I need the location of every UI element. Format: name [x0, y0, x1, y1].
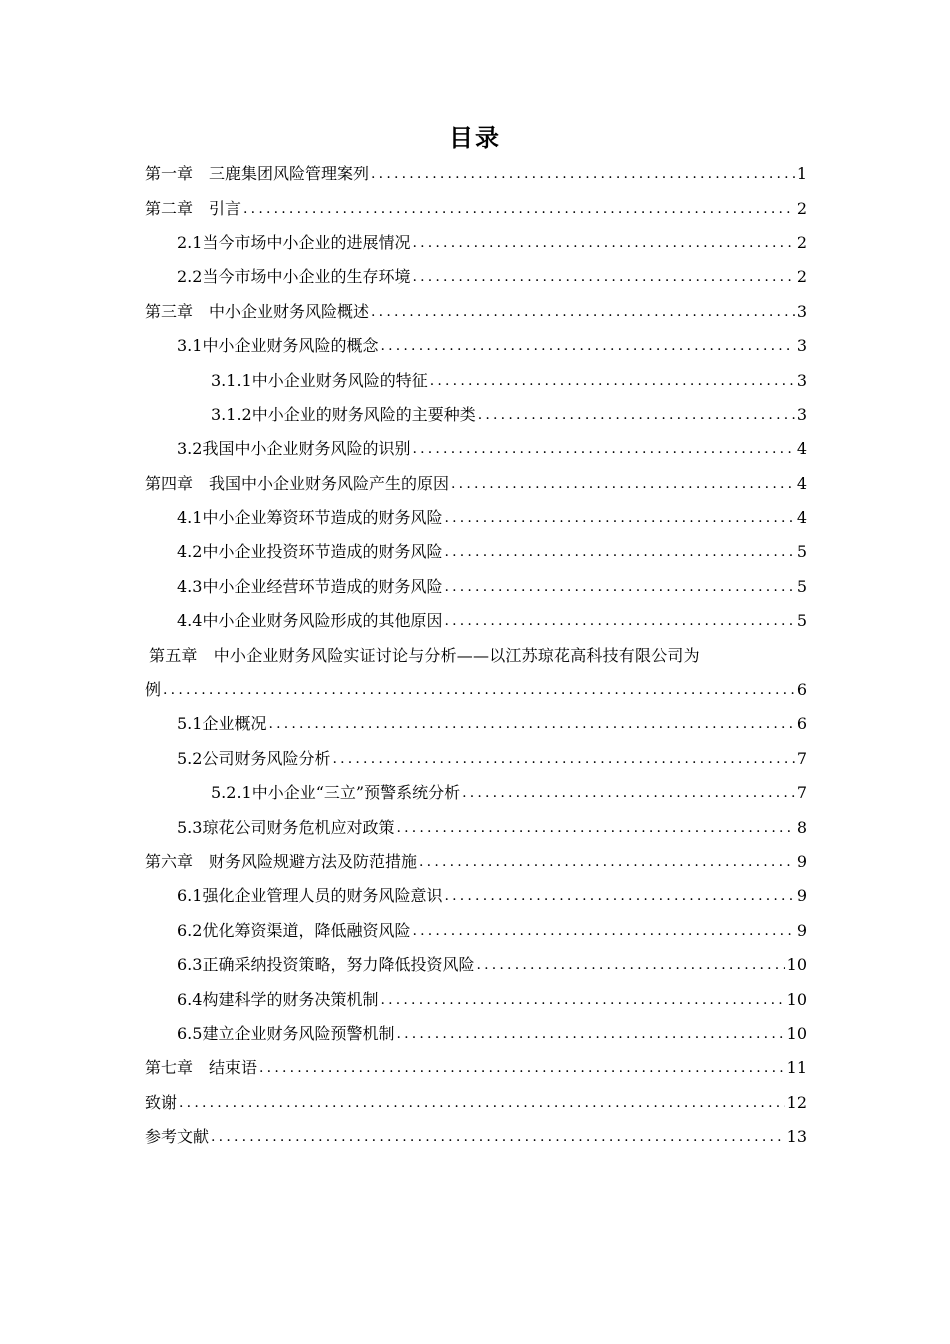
toc-entry[interactable]	[145, 707, 807, 741]
page-title: 目录	[449, 124, 501, 152]
toc-leader-dots	[211, 1127, 785, 1147]
toc-entry-label: 4.3中小企业经营环节造成的财务风险	[177, 576, 443, 596]
toc-entry-label: 4.1中小企业筹资环节造成的财务风险	[177, 508, 443, 528]
toc-page-number: 6	[796, 680, 807, 700]
toc-leader-dots	[412, 267, 794, 287]
toc-entry[interactable]	[145, 742, 807, 776]
toc-leader-dots	[380, 990, 784, 1010]
toc-entry-label: 第一章 三鹿集团风险管理案列	[145, 164, 370, 184]
toc-leader-dots	[412, 233, 794, 253]
toc-entry-label: 参考文献	[145, 1127, 210, 1147]
toc-entry-label: 第六章 财务风险规避方法及防范措施	[145, 852, 418, 871]
toc-entry-label: 6.3正确采纳投资策略，努力降低投资风险	[177, 955, 475, 975]
toc-entry-label: 3.2我国中小企业财务风险的识别	[177, 439, 411, 459]
toc-page-number: 5	[796, 576, 807, 596]
toc-entry[interactable]	[145, 638, 807, 672]
toc-page-number: 5	[796, 611, 807, 631]
toc-entry-label: 6.2优化筹资渠道，降低融资风险	[177, 920, 411, 940]
toc-leader-dots	[444, 508, 794, 528]
toc-page-number: 3	[796, 404, 807, 424]
toc-leader-dots	[444, 577, 794, 597]
toc-entry-label: 5.2.1中小企业“三立”预警系统分析	[211, 783, 461, 803]
toc-leader-dots	[259, 1058, 785, 1078]
toc-page-number: 6	[796, 714, 807, 734]
toc-leader-dots	[444, 611, 794, 631]
toc-entry[interactable]	[145, 845, 807, 879]
toc-page-number: 9	[796, 886, 807, 906]
toc-page-number: 1	[796, 164, 807, 184]
toc-leader-dots	[268, 714, 794, 734]
toc-leader-dots	[371, 164, 795, 184]
toc-entry[interactable]	[145, 363, 807, 397]
toc-entry[interactable]	[145, 157, 807, 191]
toc-entry-label: 6.4构建科学的财务决策机制	[177, 989, 379, 1009]
toc-entry[interactable]	[145, 879, 807, 913]
toc-leader-dots	[396, 1024, 784, 1044]
toc-page-number: 10	[786, 1023, 807, 1043]
toc-entry[interactable]	[145, 501, 807, 535]
toc-entry[interactable]	[145, 914, 807, 948]
toc-leader-dots	[476, 955, 784, 975]
toc-entry[interactable]	[145, 329, 807, 363]
toc-entry-label: 第七章 结束语	[145, 1058, 258, 1078]
toc-entry-label: 5.1企业概况	[177, 714, 267, 734]
toc-leader-dots	[451, 474, 795, 494]
toc-leader-dots	[462, 783, 795, 803]
toc-entry-label: 4.2中小企业投资环节造成的财务风险	[177, 542, 443, 562]
toc-leader-dots	[412, 921, 794, 941]
toc-entry-label: 4.4中小企业财务风险形成的其他原因	[177, 611, 443, 631]
toc-entry[interactable]	[145, 948, 807, 982]
toc-entry-label: 3.1.2中小企业的财务风险的主要种类	[211, 404, 476, 424]
toc-leader-dots	[430, 371, 795, 391]
toc-entry[interactable]	[145, 1120, 807, 1154]
toc-entry-label: 第二章 引言	[145, 198, 242, 218]
toc-entry-label: 第三章 中小企业财务风险概述	[145, 301, 370, 321]
toc-leader-dots	[332, 749, 794, 769]
toc-page-number: 9	[796, 852, 807, 871]
toc-entry-label: 3.1.1中小企业财务风险的特征	[211, 370, 428, 390]
toc-entry-label: 2.2当今市场中小企业的生存环境	[177, 267, 411, 287]
toc-entry[interactable]	[145, 1086, 807, 1120]
toc-entry[interactable]	[145, 776, 807, 810]
toc-entry[interactable]	[145, 535, 807, 569]
toc-leader-dots	[412, 439, 794, 459]
toc-page-number: 3	[796, 370, 807, 390]
toc-page-number: 4	[796, 508, 807, 528]
toc-entry-label: 6.1强化企业管理人员的财务风险意识	[177, 886, 443, 906]
toc-page-number: 4	[796, 439, 807, 459]
toc-entry-label: 5.2公司财务风险分析	[177, 748, 331, 768]
toc-entry[interactable]	[145, 191, 807, 225]
toc-entry-label: 5.3琼花公司财务危机应对政策	[177, 817, 395, 837]
toc-page-number: 10	[786, 955, 807, 975]
table-of-contents	[145, 157, 807, 1154]
toc-entry[interactable]	[145, 295, 807, 329]
toc-leader-dots	[396, 818, 794, 838]
toc-page-number: 3	[796, 301, 807, 321]
toc-leader-dots	[243, 199, 795, 219]
toc-entry-label: 致谢	[145, 1092, 178, 1112]
toc-entry[interactable]	[145, 570, 807, 604]
toc-entry[interactable]	[145, 982, 807, 1016]
toc-entry[interactable]	[145, 226, 807, 260]
toc-page-number: 10	[786, 989, 807, 1009]
toc-entry[interactable]	[145, 260, 807, 294]
toc-page-number: 3	[796, 336, 807, 356]
toc-leader-dots	[371, 302, 795, 322]
toc-entry[interactable]	[145, 398, 807, 432]
toc-page-number: 2	[796, 198, 807, 218]
toc-page-number: 7	[796, 783, 807, 803]
toc-page-number: 13	[786, 1127, 807, 1147]
toc-page-number: 8	[796, 817, 807, 837]
toc-page-number: 7	[796, 748, 807, 768]
toc-leader-dots	[444, 542, 794, 562]
toc-leader-dots	[163, 680, 795, 700]
toc-page-number: 9	[796, 920, 807, 940]
toc-entry[interactable]	[145, 604, 807, 638]
toc-entry[interactable]	[145, 1017, 807, 1051]
toc-page-number: 2	[796, 232, 807, 252]
toc-entry-label: 例	[145, 680, 162, 700]
toc-entry-label: 3.1中小企业财务风险的概念	[177, 336, 379, 356]
toc-page-number: 12	[786, 1092, 807, 1112]
toc-leader-dots	[380, 336, 794, 356]
toc-entry-label: 2.1当今市场中小企业的进展情况	[177, 232, 411, 252]
toc-leader-dots	[444, 886, 794, 906]
toc-leader-dots	[419, 852, 795, 872]
toc-entry-label: 第五章 中小企业财务风险实证讨论与分析——以江苏琼花高科技有限公司为	[149, 645, 700, 665]
toc-leader-dots	[478, 405, 795, 425]
toc-entry[interactable]	[145, 432, 807, 466]
toc-page-number: 11	[786, 1058, 807, 1078]
toc-page-number: 4	[796, 473, 807, 493]
toc-entry[interactable]	[145, 810, 807, 844]
toc-entry[interactable]	[145, 1051, 807, 1085]
toc-entry[interactable]	[145, 673, 807, 707]
toc-entry-label: 6.5建立企业财务风险预警机制	[177, 1023, 395, 1043]
toc-entry[interactable]	[145, 467, 807, 501]
toc-entry-label: 第四章 我国中小企业财务风险产生的原因	[145, 473, 450, 493]
toc-leader-dots	[179, 1093, 785, 1113]
toc-page-number: 2	[796, 267, 807, 287]
toc-page-number: 5	[796, 542, 807, 562]
